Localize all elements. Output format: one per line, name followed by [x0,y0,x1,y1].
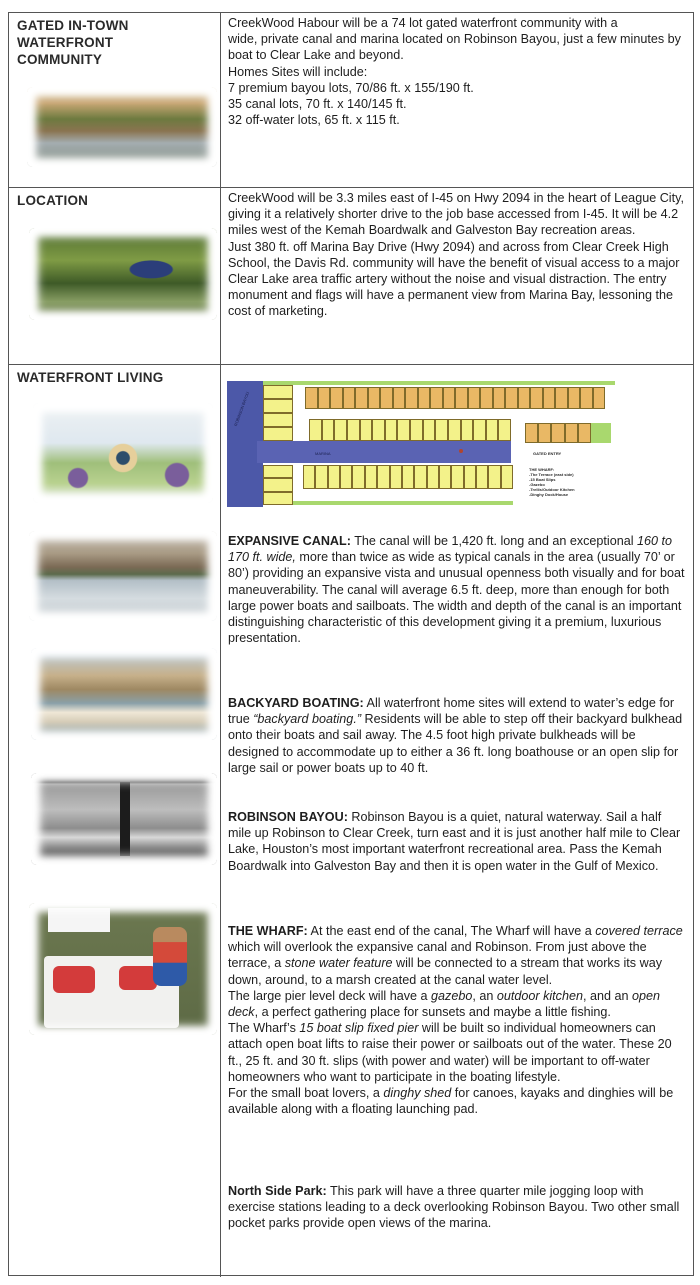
section-heading: WATERFRONT LIVING [17,370,164,385]
emphasis: gazebo [431,988,473,1003]
text: For the small boat lovers, a [228,1086,384,1101]
section-left-cell [9,365,221,1277]
paragraph-label: North Side Park: [228,1184,327,1198]
waterfront-homes-photo [27,87,217,167]
text: Robinson Bayou is a quiet, natural waterway. Sail a half mile up Robinson to Clear Creek, turn east and it is just another half mile to Clear Lake, Houston’s most important waterfront recreational area. Pass the Kemah Boardwalk into Galveston Bay and then it is open water in the Gulf of Mexico. [228,810,681,873]
emphasis: covered terrace [595,924,683,938]
text: The canal will be 1,420 ft. long and an exceptional [350,534,638,548]
section-left-cell [9,13,221,187]
marina-label: MARINA [315,451,331,456]
text: will be built so individual homeowners can attach open boat lifts to raise their power or sailboats out of the water. These 20 ft., 25 ft. and 30 ft. slips (with power and water) will be important to off-water homeowners who want to participate in the boating lifestyle. [228,1021,672,1084]
brochure-table [8,12,694,1276]
text: All waterfront home sites will extend to water’s edge for true [228,696,675,727]
north-canal-lots [309,419,511,441]
emphasis: outdoor kitchen [496,988,583,1003]
emphasis: stone water feature [284,956,393,971]
text: , an [472,988,497,1003]
text: The Wharf’s [228,1021,300,1036]
wharf-legend-item: -Dinghy Dock/House [529,492,569,497]
wharf-legend-item: -Gazebo [529,482,545,487]
paragraph-label: THE WHARF: [228,924,308,938]
section-location [9,188,693,365]
section-right-cell [221,365,693,1277]
expansive-canal-paragraph [228,533,685,646]
paragraph: Homes Sites will include: [228,64,368,79]
north-side-park-paragraph [228,1183,685,1232]
north-offwater-lots [305,387,605,409]
wharf-marker [459,449,463,453]
lot-type: 32 off-water lots, 65 ft. x 115 ft. [228,113,400,128]
bayou-lots [263,385,293,441]
lot-type: 35 canal lots, 70 ft. x 140/145 ft. [228,97,407,112]
section-heading: LOCATION [17,193,89,208]
section-right-cell [221,188,693,364]
foggy-pier-photo [31,773,217,865]
robinson-bayou-paragraph [228,809,685,874]
section-body [228,190,685,320]
paragraph-label: BACKYARD BOATING: [228,696,364,710]
text: At the east end of the canal, The Wharf will have a [307,924,596,938]
section-heading: GATED IN-TOWN WATERFRONT COMMUNITY [17,18,129,67]
paragraph: Just 380 ft. off Marina Bay Drive (Hwy 2094) and across from Clear Creek High School, the Davis Rd. community will have the benefit of visual access to a major Clear Lake area traffic artery without the noise and visual distraction. The entry monument and flags will have a permanent view from Marina Bay, lessoning the cost of marketing. [228,239,680,319]
text: The large pier level deck will have a [228,988,432,1003]
paragraph: CreekWood will be 3.3 miles east of I-45 on Hwy 2094 in the heart of League City, giving it a relatively shorter drive to the job base accessed from I-45. It will be 4.2 miles west of the Kemah Boardwalk and Galveston Bay recreation areas. [228,191,684,238]
backyard-boating-paragraph [228,695,685,776]
sailboat-photo [31,648,217,740]
bayou-label: ROBINSON BAYOU [233,391,251,427]
text: for canoes, kayaks and dinghies will be available along with a floating launching pad. [228,1086,674,1117]
section-left-cell [9,188,221,364]
paragraph: wide, private canal and marina located on Robinson Bayou, just a few minutes by boat to Clear Lake and beyond. [228,32,681,63]
section-body [228,15,685,128]
heron-photo [29,228,217,320]
child-sailing-photo [29,903,217,1035]
paragraph-label: ROBINSON BAYOU: [228,810,348,824]
text: more than twice as wide as typical canals in the area (usually 70’ or 80’) providing an expansive vista and unusual openness both visually and for boat maneuverability. The canal will average 6.5 ft. deep, more than enough for both large power boats and sailboats. The width and depth of the canal is an important distinguishing characteristic of this development giving it a premium, luxurious presentation. [228,550,685,646]
the-wharf-paragraph [228,923,685,1117]
wharf-legend-item: -15 Boat Slips [529,477,556,482]
bayou-south-lots [263,465,293,505]
text: , a perfect gathering place for sunsets and maybe a little fishing. [254,1005,611,1020]
section-gated-community [9,13,693,188]
text: Residents will be able to step off their backyard bulkhead onto their boats and sail away. The 4.5 foot high private bulkheads will be designed to accommodate up to either a 36 ft. long boathouse or an open slip for large sail or power boats up to 40 ft. [228,712,683,775]
wharf-landscape-plan-image [33,403,213,503]
text: , and an [582,988,633,1003]
text: This park will have a three quarter mile jogging loop with exercise stations leading to a deck overlooking Robinson Bayou. Two other small pocket parks provide open views of the marina. [228,1184,680,1231]
paragraph-label: EXPANSIVE CANAL: [228,534,351,548]
emphasis: dinghy shed [383,1086,452,1101]
emphasis: 15 boat slip fixed pier [299,1021,419,1036]
east-offwater-lots [525,423,591,443]
emphasis: 160 to 170 ft. wide, [228,534,673,565]
wharf-legend-item: -The Terrace (east side) [529,472,574,477]
wharf-legend-item: -Trellis/Outdoor Kitchen [529,487,575,492]
canal-homes-photo [29,531,217,621]
paragraph: CreekWood Habour will be a 74 lot gated waterfront community with a [228,16,618,30]
marina-canal [257,441,511,463]
text: which will overlook the expansive canal and Robinson. From just above the terrace, a [228,940,647,971]
site-plan-map [227,381,615,507]
wharf-legend-title: THE WHARF: [529,467,555,472]
emphasis: open deck [228,988,661,1020]
section-waterfront-living [9,365,693,1277]
wharf-legend [529,467,575,497]
south-canal-lots [303,465,513,489]
emphasis: “backyard boating.” [253,712,362,727]
gated-entry-label: GATED ENTRY [533,451,562,456]
text: will be connected to a stream that works its way down, around, to a marsh created at the canal water level. [228,956,662,987]
lot-type: 7 premium bayou lots, 70/86 ft. x 155/190 ft. [228,80,474,95]
section-right-cell [221,13,693,187]
